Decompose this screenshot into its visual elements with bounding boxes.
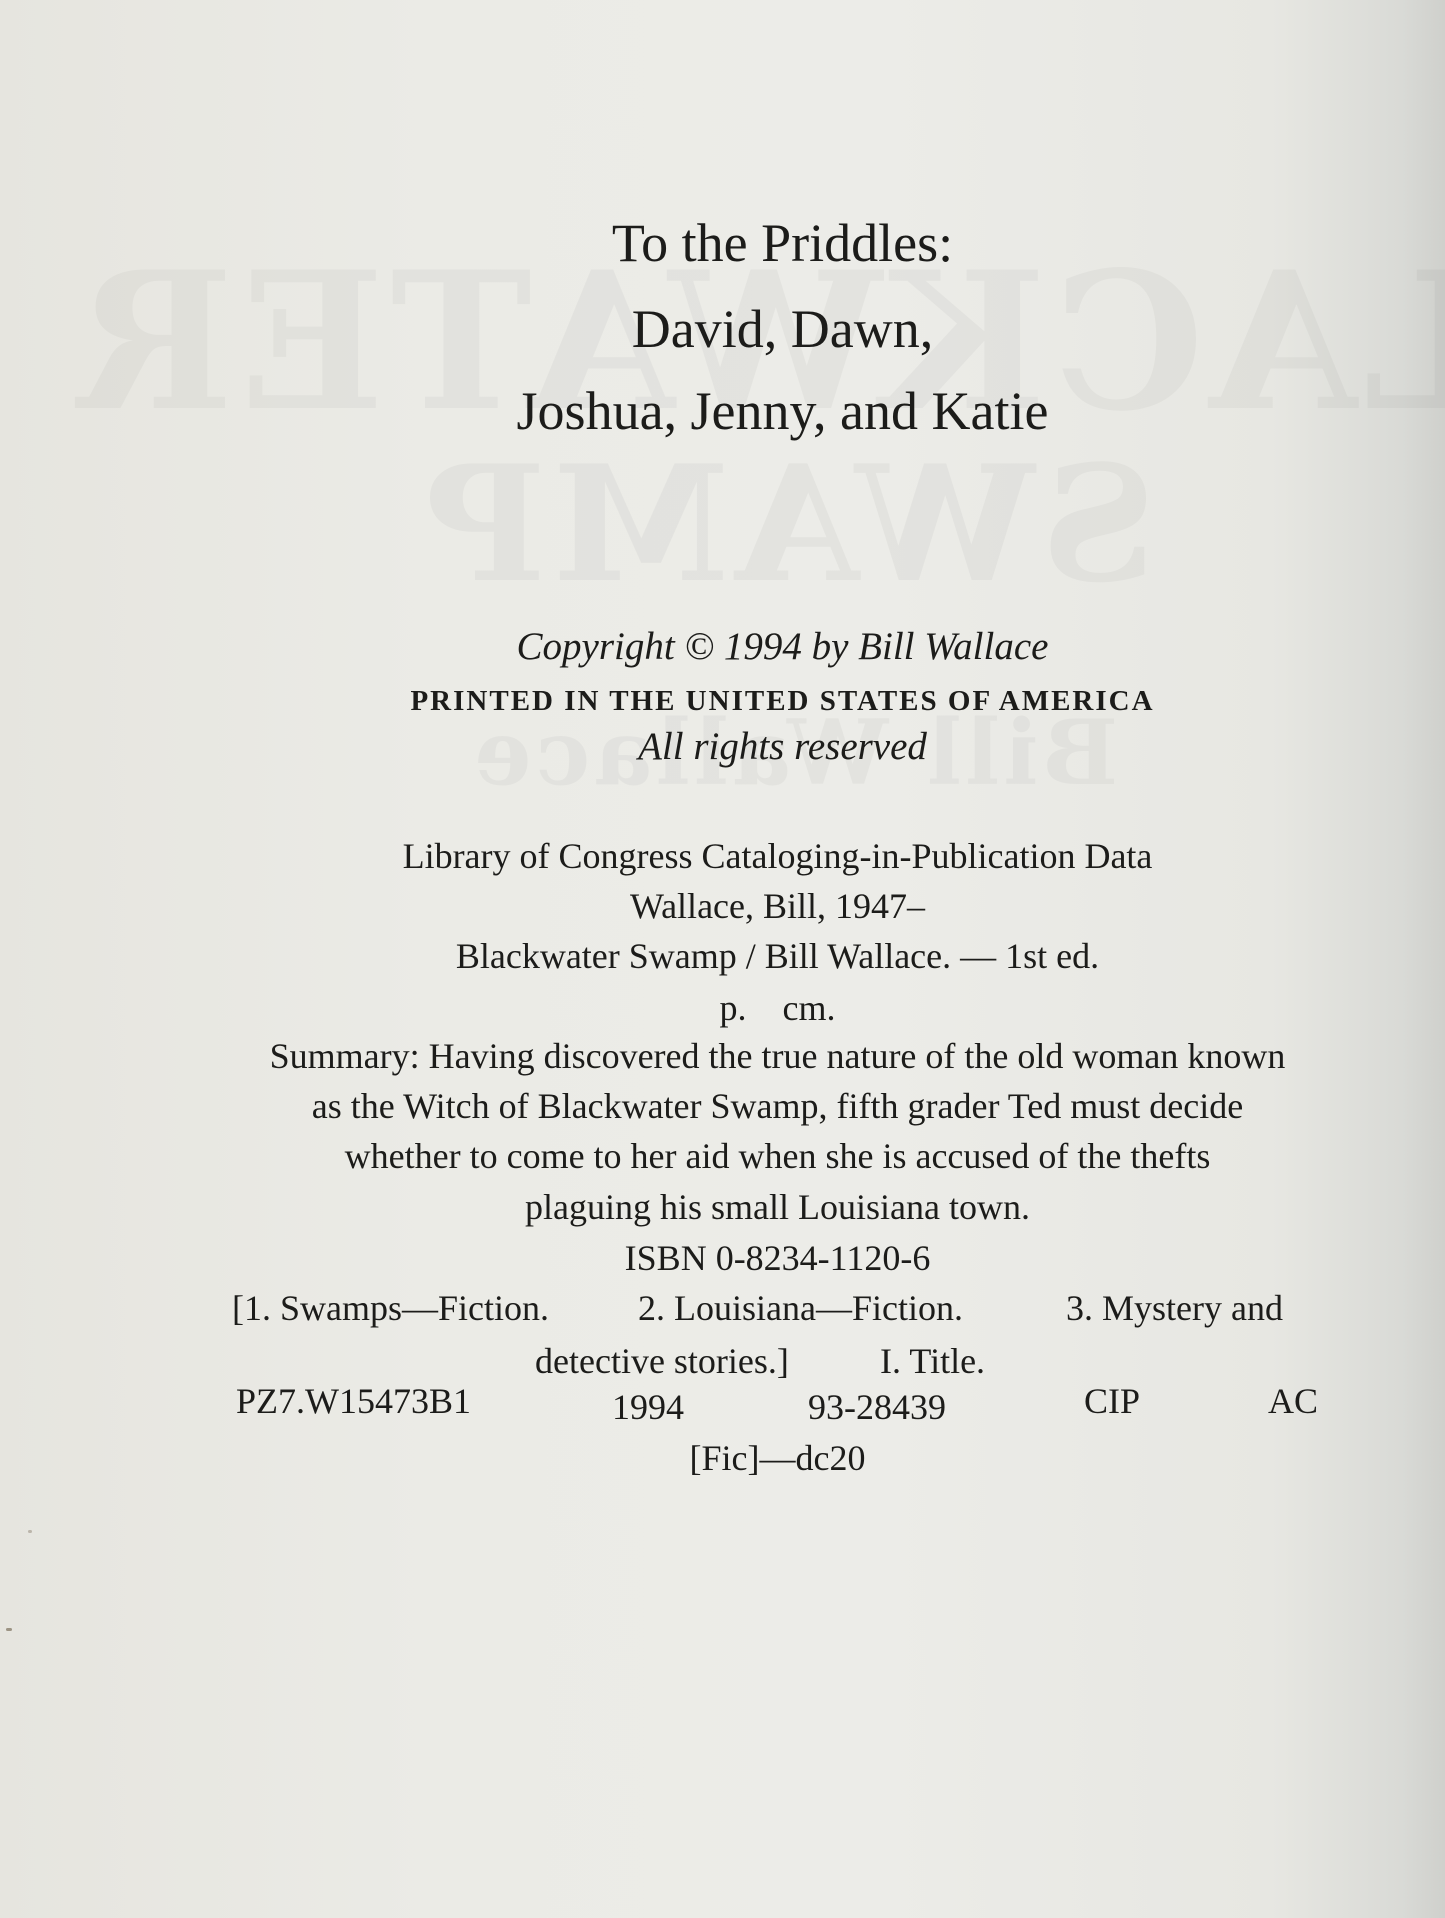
rights-reserved: All rights reserved (638, 725, 927, 768)
call-number: PZ7.W15473B1 (236, 1381, 472, 1421)
cip-classification-row (0, 1380, 1445, 1430)
subject-3-continued: detective stories.] (535, 1341, 789, 1381)
cip-summary-line-2: as the Witch of Blackwater Swamp, fifth grader Ted must decide (311, 1086, 1244, 1126)
subject-3: 3. Mystery and (1066, 1288, 1283, 1328)
ac-label: AC (1268, 1381, 1319, 1421)
show-through-title-line2 (420, 430, 1157, 618)
cip-summary-line-1: Summary: Having discovered the true nature of the old woman known (269, 1036, 1286, 1076)
dewey-classification: [Fic]—dc20 (689, 1438, 866, 1478)
publication-year: 1994 (612, 1387, 684, 1427)
cip-label: CIP (1084, 1381, 1141, 1421)
cip-subjects-row (0, 1287, 1445, 1337)
copyright-notice: Copyright © 1994 by Bill Wallace (516, 625, 1049, 668)
cip-title-line: Blackwater Swamp / Bill Wallace. — 1st ed. (455, 936, 1100, 976)
cip-isbn: ISBN 0-8234-1120-6 (624, 1238, 931, 1278)
lccn: 93-28439 (808, 1387, 946, 1427)
printed-in-usa: PRINTED IN THE UNITED STATES OF AMERICA (410, 685, 1155, 717)
subject-1: [1. Swamps—Fiction. (232, 1288, 550, 1328)
cip-summary-line-4: plaguing his small Louisiana town. (525, 1187, 1030, 1227)
dedication-line-1: To the Priddles: (611, 213, 954, 273)
subject-2: 2. Louisiana—Fiction. (638, 1288, 963, 1328)
cip-summary-line-3: whether to come to her aid when she is accused of the thefts (344, 1136, 1211, 1176)
dedication-line-2: David, Dawn, (631, 299, 934, 359)
dedication-line-3: Joshua, Jenny, and Katie (516, 381, 1049, 441)
subject-title-entry: I. Title. (880, 1341, 986, 1381)
cip-heading: Library of Congress Cataloging-in-Publication Data (402, 836, 1153, 876)
paper-speck (28, 1530, 32, 1533)
cip-author: Wallace, Bill, 1947– (629, 886, 926, 926)
cip-physical-description: p. cm. (719, 988, 836, 1028)
paper-speck (6, 1628, 12, 1631)
